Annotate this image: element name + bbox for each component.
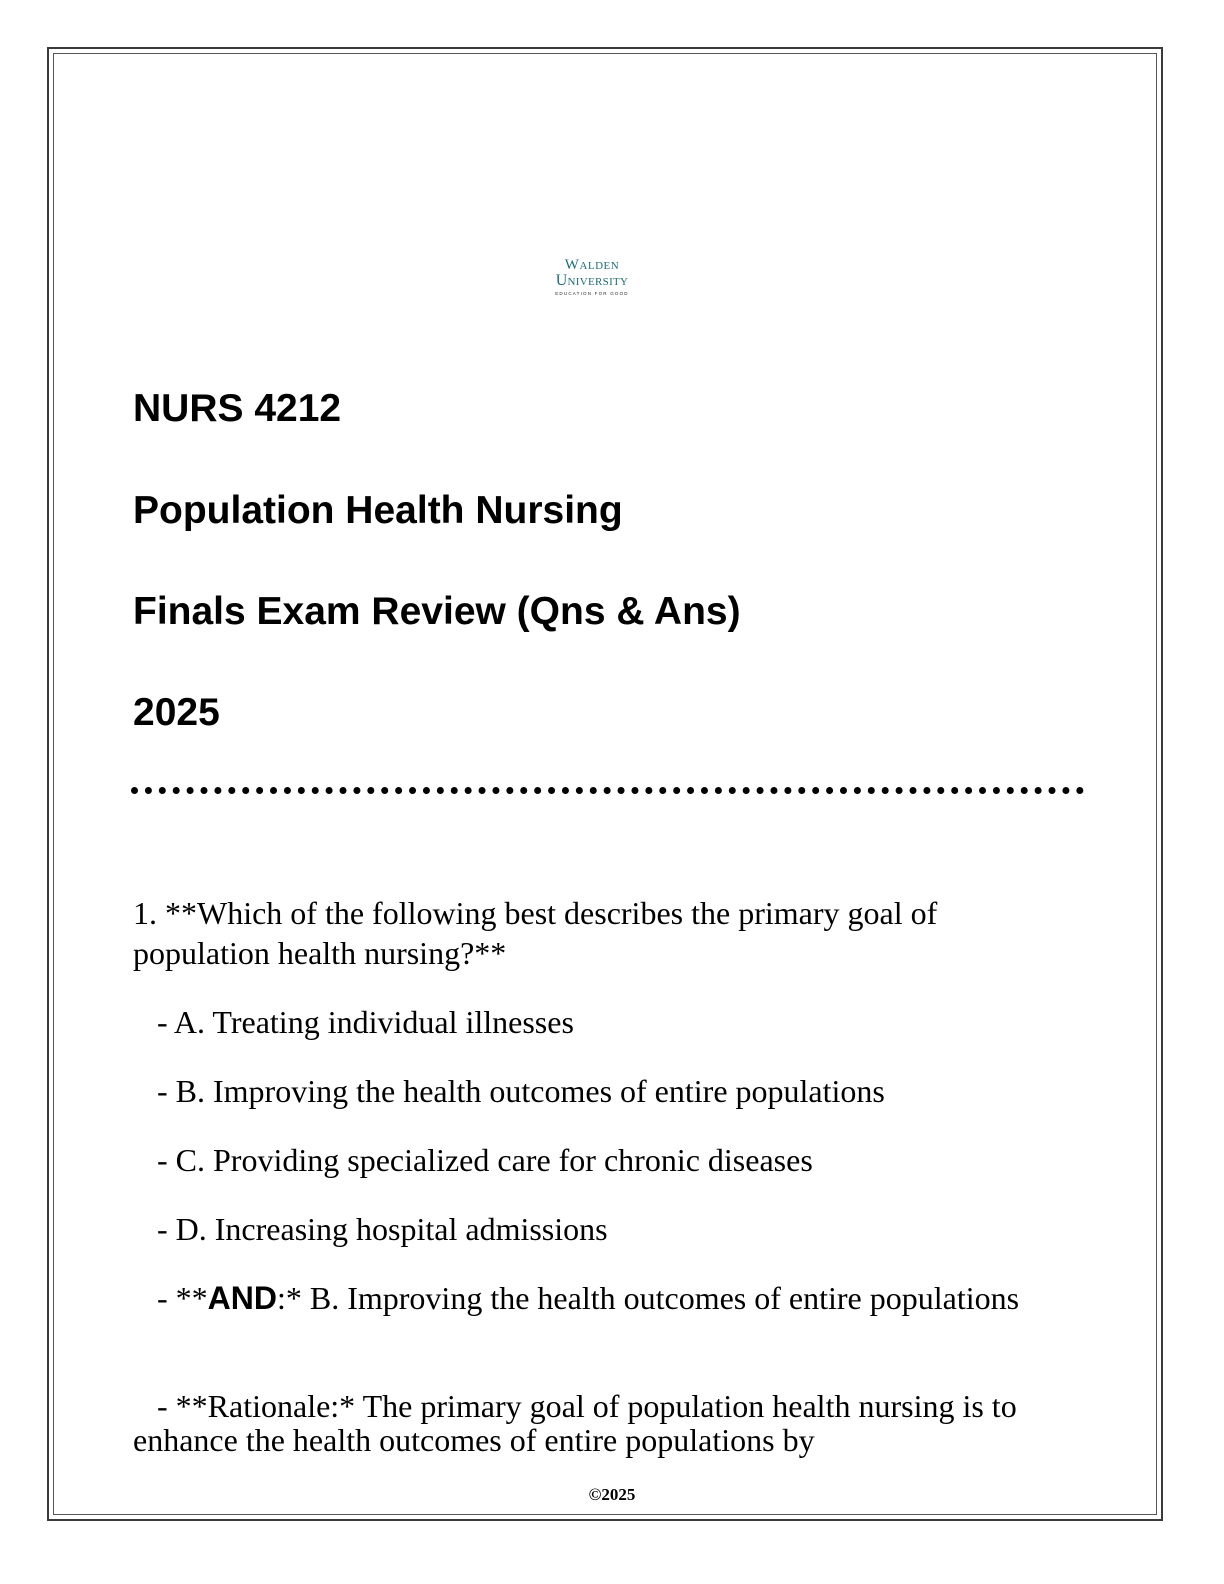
rationale-paragraph [133, 1389, 1073, 1457]
answer-prefix: - ** [157, 1280, 208, 1316]
question-suffix: ** [474, 935, 507, 971]
logo-line-2: University [555, 272, 629, 289]
question-text: Which of the following best describes the primary goal of population health nursing? [133, 895, 938, 971]
answer-text: :* B. Improving the health outcomes of entire populations [276, 1280, 1020, 1316]
course-code: NURS 4212 [133, 387, 342, 430]
option-a-text: - A. Treating individual illnesses [157, 1004, 574, 1040]
rationale-text: The primary goal of population health nursing is to enhance the health outcomes of entire populations by [133, 1388, 1017, 1458]
exam-title: Finals Exam Review (Qns & Ans) [133, 590, 741, 633]
option-b [133, 1071, 1073, 1111]
answer-paragraph [133, 1281, 1073, 1315]
logo-line-1: Walden [564, 257, 620, 273]
option-a [133, 1002, 1073, 1042]
copyright-footer: ©2025 [588, 1485, 636, 1504]
dotted-divider [131, 787, 1084, 794]
option-c [133, 1140, 1073, 1180]
answer-label: AND [207, 1280, 277, 1316]
rationale-prefix: - **Rationale:* [157, 1388, 363, 1424]
option-c-text: - C. Providing specialized care for chronic diseases [157, 1142, 813, 1178]
course-name: Population Health Nursing [133, 489, 623, 532]
option-b-text: - B. Improving the health outcomes of entire populations [157, 1073, 885, 1109]
option-d [133, 1209, 1073, 1249]
question-1-stem [133, 893, 1073, 973]
option-d-text: - D. Increasing hospital admissions [157, 1211, 608, 1247]
logo-tagline: EDUCATION FOR GOOD [555, 291, 629, 296]
exam-year: 2025 [133, 691, 220, 734]
walden-university-logo [530, 258, 654, 332]
question-number: 1. ** [133, 895, 197, 931]
